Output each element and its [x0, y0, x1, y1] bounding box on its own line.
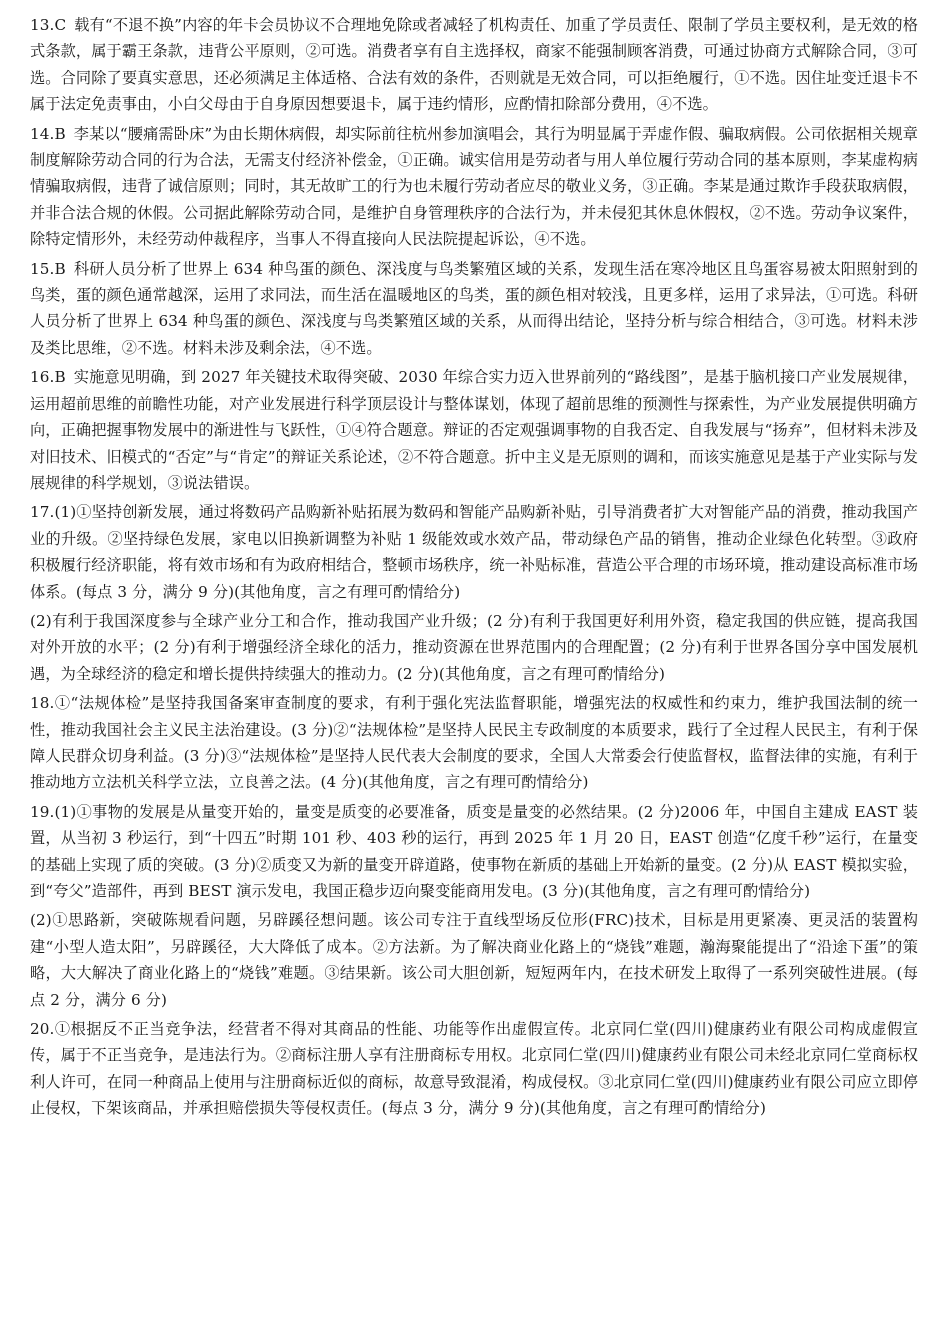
answer-explanation: ①根据反不正当竞争法，经营者不得对其商品的性能、功能等作出虚假宣传。北京同仁堂(四川)健康药业有限公司构成虚假宣传，属于不正当竞争，是违法行为。②商标注册人享有注册商标专用权。北京同仁堂(四川)健康药业有限公司未经北京同仁堂商标权利人许可，在同一种商品上使用与注册商标近似的商标，故意导致混淆，构成侵权。③北京同仁堂(四川)健康药业有限公司应立即停止侵权，下架该商品，并承担赔偿损失等侵权责任。(每点 3 分，满分 9 分)(其他角度，言之有理可酌情给分) — [30, 1020, 918, 1118]
question-number: 20. — [30, 1020, 55, 1039]
question-number: 19. — [30, 802, 55, 821]
question-number: 15. — [30, 259, 55, 278]
question-18 — [30, 690, 918, 796]
answer-part-2: (2)①思路新，突破陈规看问题，另辟蹊径想问题。该公司专注于直线型场反位形(FRC)技术，目标是用更紧凑、更灵活的装置构建“小型人造太阳”，另辟蹊径，大大降低了成本。②方法新。为了解决商业化路上的“烧钱”难题，瀚海聚能提出了“沿途下蛋”的策略，大大解决了商业化路上的“烧钱”难题。③结果新。该公司大胆创新，短短两年内，在技术研发上取得了一系列突破性进展。(每点 2 分，满分 6 分) — [30, 911, 918, 1009]
question-15 — [30, 256, 918, 362]
question-19 — [30, 799, 918, 1013]
answer-explanation: ①“法规体检”是坚持我国备案审查制度的要求，有利于强化宪法监督职能，增强宪法的权威性和约束力，维护我国法制的统一性，推动我国社会主义民主法治建设。(3 分)②“法规体检”是坚持人民民主专政制度的本质要求，践行了全过程人民民主，有利于保障人民群众切身利益。(3 分)③“法规体检”是坚持人民代表大会制度的要求，全国人大常委会行使监督权，监督法律的实施，有利于推动地方立法机关科学立法，立良善之法。(4 分)(其他角度，言之有理可酌情给分) — [30, 694, 918, 792]
question-17 — [30, 499, 918, 687]
answer-explanation: 李某以“腰痛需卧床”为由长期休病假，却实际前往杭州参加演唱会，其行为明显属于弄虚作假、骗取病假。公司依据相关规章制度解除劳动合同的行为合法，无需支付经济补偿金，①正确。诚实信用是劳动者与用人单位履行劳动合同的基本原则，李某虚构病情骗取病假，违背了诚信原则；同时，其无故旷工的行为也未履行劳动者应尽的敬业义务，③正确。李某是通过欺诈手段获取病假，并非合法合规的休假。公司据此解除劳动合同，是维护自身管理秩序的合法行为，并未侵犯其休息休假权，②不选。劳动争议案件，除特定情形外，未经劳动仲裁程序，当事人不得直接向人民法院提起诉讼，④不选。 — [30, 124, 918, 249]
question-number: 18. — [30, 694, 55, 713]
question-20 — [30, 1016, 918, 1122]
answer-choice: B — [54, 368, 66, 387]
question-number: 16. — [30, 368, 55, 387]
question-number: 17. — [30, 503, 55, 522]
question-14 — [30, 121, 918, 253]
answer-explanation: 实施意见明确，到 2027 年关键技术取得突破、2030 年综合实力迈入世界前列的“路线图”，是基于脑机接口产业发展规律，运用超前思维的前瞻性功能，对产业发展进行科学顶层设计与整体谋划，体现了超前思维的预测性与探索性，为产业发展提供明确方向，正确把握事物发展中的渐进性与飞跃性，①④符合题意。辩证的否定观强调事物的自我否定、自我发展与“扬弃”，但材料未涉及对旧技术、旧模式的“否定”与“肯定”的辩证关系论述，②不符合题意。折中主义是无原则的调和，而该实施意见是基于产业实际与发展规律的科学规划，③说法错误。 — [30, 368, 918, 492]
answer-part-1: (1)①坚持创新发展，通过将数码产品购新补贴拓展为数码和智能产品购新补贴，引导消费者扩大对智能产品的消费，推动我国产业的升级。②坚持绿色发展，家电以旧换新调整为补贴 1 级能效或水效产品，带动绿色产品的销售，推动企业绿色化转型。③政府积极履行经济职能，将有效市场和有为政府相结合，整顿市场秩序，统一补贴标准，营造公平合理的市场环境，推动建设高标准市场体系。(每点 3 分，满分 9 分)(其他角度，言之有理可酌情给分) — [30, 503, 918, 601]
question-number: 13. — [30, 16, 55, 34]
answer-page — [30, 12, 918, 1122]
question-13 — [30, 12, 918, 118]
answer-choice: C — [54, 16, 67, 34]
answer-part-2: (2)有利于我国深度参与全球产业分工和合作，推动我国产业升级；(2 分)有利于我国更好利用外资，稳定我国的供应链，提高我国对外开放的水平；(2 分)有利于增强经济全球化的活力，推动资源在世界范围内的合理配置；(2 分)有利于世界各国分享中国发展机遇，为全球经济的稳定和增长提供持续强大的推动力。(2 分)(其他角度，言之有理可酌情给分) — [30, 611, 918, 683]
answer-part-1: (1)①事物的发展是从量变开始的，量变是质变的必要准备，质变是量变的必然结果。(2 分)2006 年，中国自主建成 EAST 装置，从当初 3 秒运行，到“十四五”时期 101 秒、403 秒的运行，再到 2025 年 1 月 20 日，EAST 创造“亿度千秒”运行，在量变的基础上实现了质的突破。(3 分)②质变又为新的量变开辟道路，使事物在新质的基础上开始新的量变。(2 分)从 EAST 模拟实验，到“夸父”造部件，再到 BEST 演示发电，我国正稳步迈向聚变能商用发电。(3 分)(其他角度，言之有理可酌情给分) — [30, 802, 918, 900]
answer-explanation: 科研人员分析了世界上 634 种鸟蛋的颜色、深浅度与鸟类繁殖区域的关系，发现生活在寒冷地区且鸟蛋容易被太阳照射到的鸟类，蛋的颜色通常越深，运用了求同法，而生活在温暖地区的鸟类，蛋的颜色相对较浅，且更多样，运用了求异法，①可选。科研人员分析了世界上 634 种鸟蛋的颜色、深浅度与鸟类繁殖区域的关系，从而得出结论，坚持分析与综合相结合，③可选。材料未涉及类比思维，②不选。材料未涉及剩余法，④不选。 — [30, 259, 918, 357]
question-16 — [30, 364, 918, 496]
answer-choice: B — [54, 124, 66, 143]
answer-choice: B — [54, 259, 66, 278]
question-number: 14. — [30, 124, 55, 143]
answer-explanation: 载有“不退不换”内容的年卡会员协议不合理地免除或者减轻了机构责任、加重了学员责任、限制了学员主要权利，是无效的格式条款，属于霸王条款，违背公平原则，②可选。消费者享有自主选择权，商家不能强制顾客消费，可通过协商方式解除合同，③可选。合同除了要真实意思，还必须满足主体适格、合法有效的条件，否则就是无效合同，可以拒绝履行，①不选。因住址变迁退卡不属于法定免责事由，小白父母由于自身原因想要退卡，属于违约情形，应酌情扣除部分费用，④不选。 — [30, 16, 918, 114]
